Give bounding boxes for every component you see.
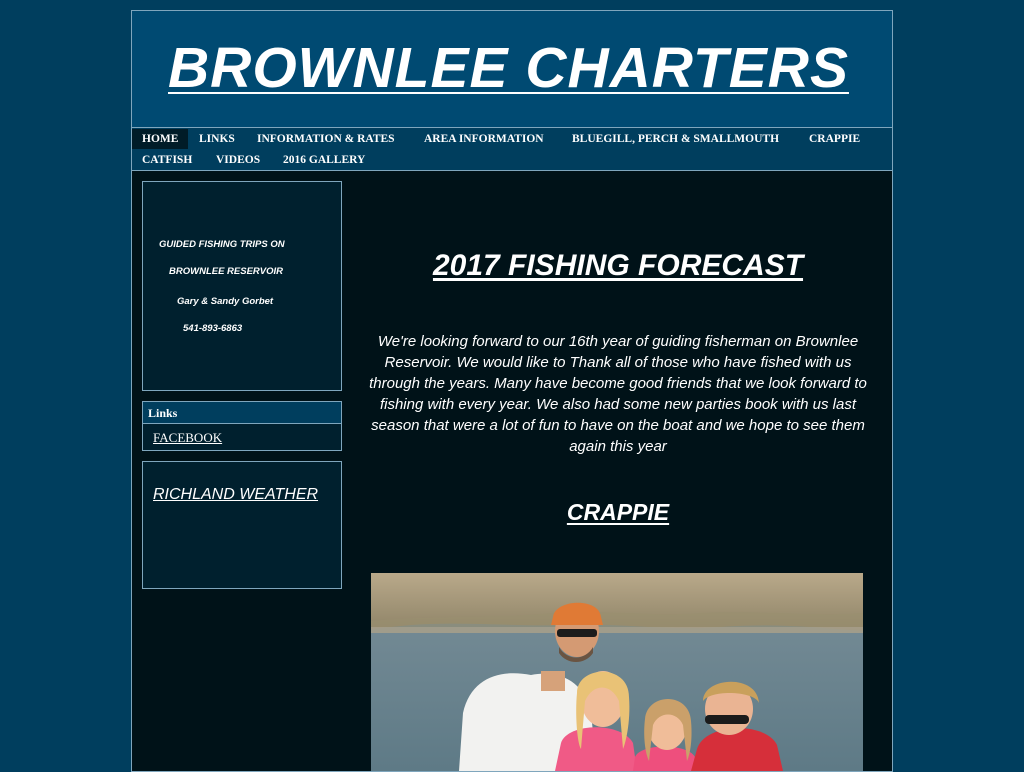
sidebar-weather-box: [142, 461, 342, 589]
page-wrapper: [131, 10, 893, 772]
nav-item-links[interactable]: LINKS: [199, 133, 235, 145]
main-navigation: [132, 128, 892, 171]
intro-paragraph: We're looking forward to our 16th year of guiding fisherman on Brownlee Reservoir. We would like to Thank all of those who have fished with us through the years. Many have become good friends that we look forward to fishing with every year. We also had some new parties book with us last season that were a lot of fun to have on the boat and we hope to see them again this year: [369, 333, 867, 455]
intro-line-owners: Gary & Sandy Gorbet: [177, 296, 274, 307]
crappie-heading: CRAPPIE: [566, 499, 670, 525]
nav-item-catfish[interactable]: CATFISH: [142, 154, 193, 166]
content-area: [132, 171, 892, 771]
facebook-link[interactable]: FACEBOOK: [153, 430, 223, 445]
nav-item-2016-gallery[interactable]: 2016 GALLERY: [283, 154, 366, 166]
forecast-heading: 2017 FISHING FORECAST: [432, 249, 804, 282]
site-title[interactable]: BROWNLEE CHARTERS: [168, 36, 849, 100]
site-header: [132, 11, 892, 128]
sidebar-intro-box: [142, 181, 342, 391]
nav-item-area-information[interactable]: AREA INFORMATION: [424, 133, 544, 145]
intro-line-reservoir: BROWNLEE RESERVOIR: [169, 266, 284, 277]
nav-item-videos[interactable]: VIDEOS: [216, 154, 261, 166]
intro-line-guided-trips: GUIDED FISHING TRIPS ON: [159, 239, 285, 250]
fishing-group-photo: [371, 573, 863, 771]
sidebar-links-box: [142, 401, 342, 451]
intro-line-phone: 541-893-6863: [183, 323, 243, 334]
nav-item-home[interactable]: HOME: [132, 129, 188, 149]
nav-item-information-rates[interactable]: INFORMATION & RATES: [257, 133, 395, 145]
links-heading: Links: [143, 402, 341, 424]
nav-item-bluegill-perch-smallmouth[interactable]: BLUEGILL, PERCH & SMALLMOUTH: [572, 133, 780, 145]
richland-weather-link[interactable]: RICHLAND WEATHER: [153, 486, 319, 503]
nav-item-crappie[interactable]: CRAPPIE: [809, 133, 861, 145]
